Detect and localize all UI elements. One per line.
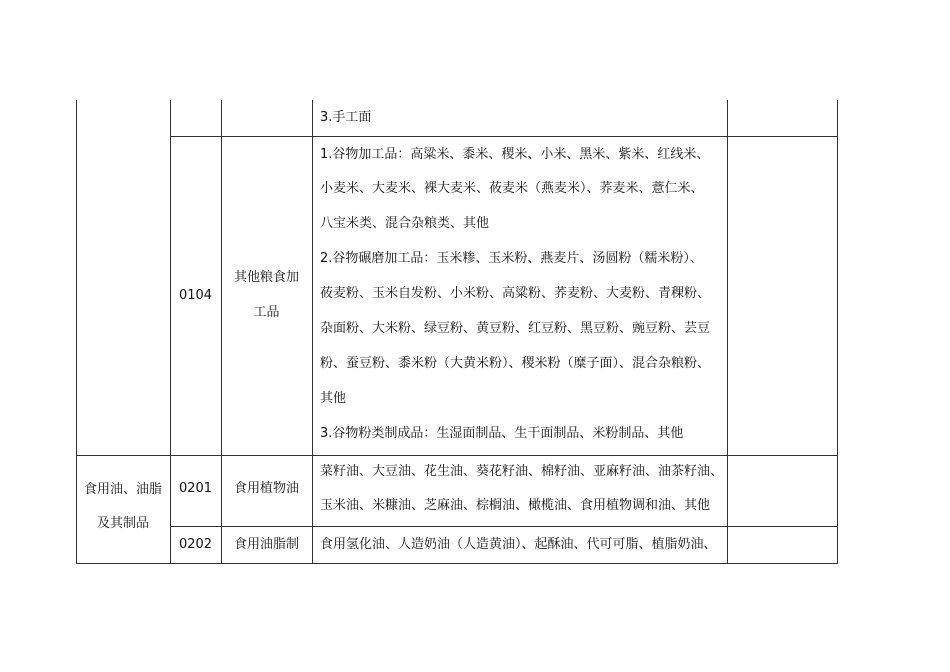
row-0104-desc-line: 莜麦粉、玉米自发粉、小米粉、高粱粉、荞麦粉、大麦粉、青稞粉、: [320, 286, 711, 301]
row-0201-name: 食用植物油: [233, 481, 299, 496]
row-0202-desc-line: 食用氢化油、人造奶油（人造黄油）、起酥油、代可可脂、植脂奶油、: [320, 537, 717, 552]
row-0104-desc-line: 2.谷物碾磨加工品：玉米糁、玉米粉、燕麦片、汤圆粉（糯米粉）、: [320, 251, 703, 266]
row-0104-code: 0104: [178, 288, 213, 303]
row-0104-desc-line: 八宝米类、混合杂粮类、其他: [320, 216, 490, 231]
continuation-item-text: 3.手工面: [320, 110, 372, 125]
row-0202-code: 0202: [178, 537, 213, 552]
row-0104-desc-line: 粉、蚕豆粉、黍米粉（大黄米粉）、稷米粉（糜子面）、混合杂粮粉、: [320, 356, 711, 371]
row-0202-name: 食用油脂制: [233, 537, 299, 552]
row-divider-0104: [76, 455, 838, 456]
table-col-divider-3: [312, 100, 313, 564]
row-0104-desc-line: 3.谷物粉类制成品：生湿面制品、生干面制品、米粉制品、其他: [320, 426, 684, 441]
row-0104-name-line2: 工品: [253, 305, 280, 320]
row-0104-desc-line: 小麦米、大麦米、裸大麦米、莜麦米（燕麦米）、荞麦米、薏仁米、: [320, 181, 704, 196]
row-0104-desc-line: 1.谷物加工品：高粱米、黍米、稷米、小米、黑米、紫米、红线米、: [320, 147, 710, 162]
row-0104-desc-line: 杂面粉、大米粉、绿豆粉、黄豆粉、红豆粉、黑豆粉、豌豆粉、芸豆: [320, 321, 711, 336]
row-divider-0201: [170, 526, 838, 527]
row-0201-desc-line: 玉米油、米糠油、芝麻油、棕榈油、橄榄油、食用植物调和油、其他: [320, 498, 711, 513]
row-0201-desc-line: 菜籽油、大豆油、花生油、葵花籽油、棉籽油、亚麻籽油、油茶籽油、: [320, 464, 724, 479]
row-0201-code: 0201: [178, 481, 213, 496]
table-border-bottom: [76, 563, 838, 564]
category-02-name-line1: 食用油、油脂: [83, 482, 162, 497]
table-col-divider-4: [727, 100, 728, 564]
table-border-right: [837, 100, 838, 564]
row-0104-name-line1: 其他粮食加: [233, 270, 299, 285]
category-02-name-line2: 及其制品: [96, 516, 149, 531]
row-divider-continuation: [170, 136, 838, 137]
row-0104-desc-line: 其他: [320, 391, 347, 406]
